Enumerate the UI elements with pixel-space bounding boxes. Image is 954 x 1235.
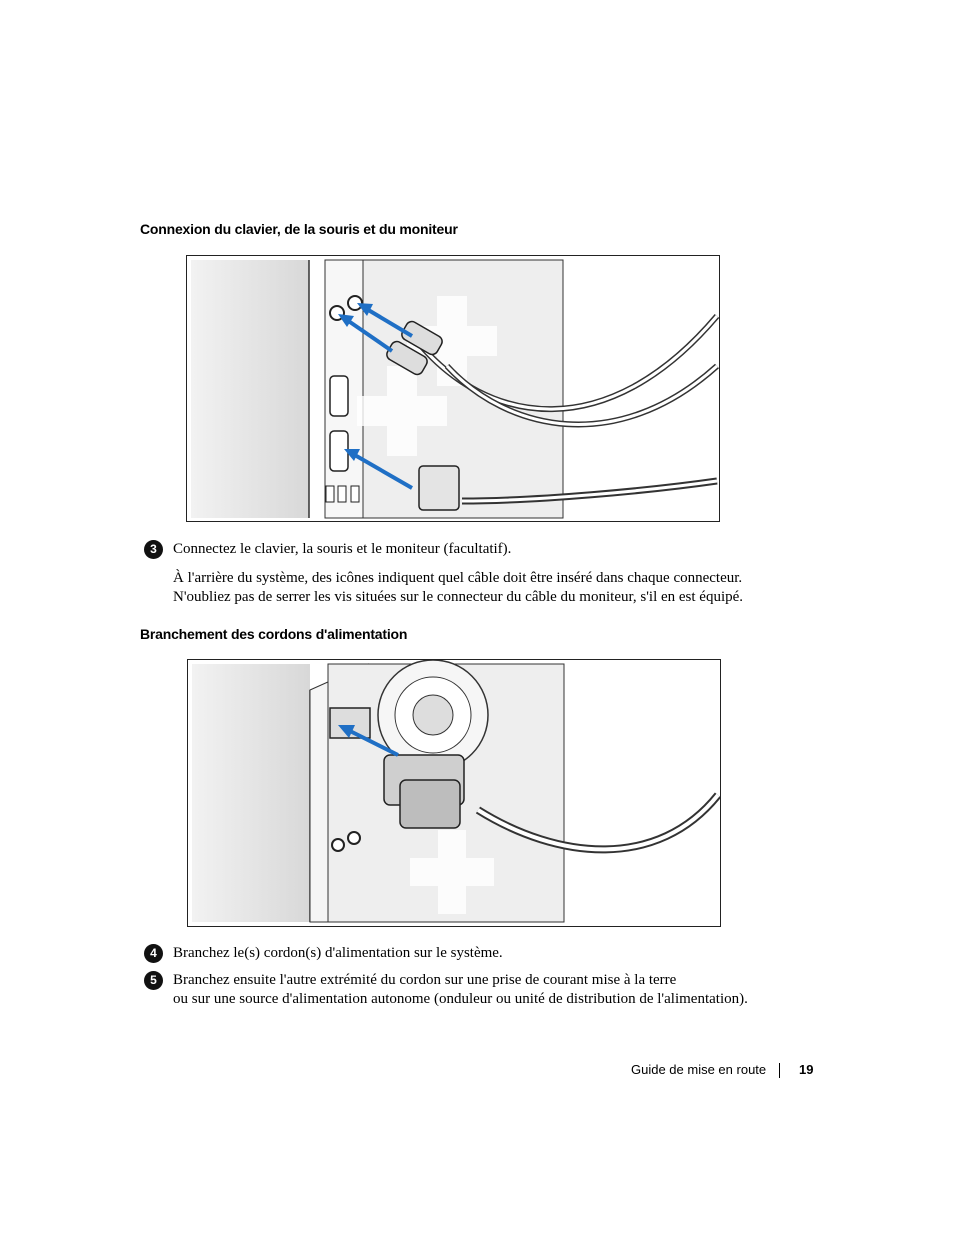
step-number-badge: 4 bbox=[144, 944, 163, 963]
step-number-badge: 3 bbox=[144, 540, 163, 559]
power-cord-illustration bbox=[187, 659, 721, 927]
keyboard-mouse-monitor-illustration bbox=[186, 255, 720, 522]
step-4-text: Branchez le(s) cordon(s) d'alimentation sur le système. bbox=[173, 945, 503, 961]
section-heading-keyboard-mouse-monitor: Connexion du clavier, de la souris et du moniteur bbox=[140, 221, 458, 237]
step-5-line-2: ou sur une source d'alimentation autonome (onduleur ou unité de distribution de l'alimentation). bbox=[173, 991, 748, 1007]
note-line-2: N'oubliez pas de serrer les vis situées sur le connecteur du câble du moniteur, s'il en est équipé. bbox=[173, 589, 744, 605]
note-line-1: À l'arrière du système, des icônes indiquent quel câble doit être inséré dans chaque connecteur. bbox=[173, 570, 743, 586]
footer-guide-title: Guide de mise en route bbox=[631, 1062, 767, 1077]
section-heading-power-cords: Branchement des cordons d'alimentation bbox=[140, 626, 408, 642]
footer-separator bbox=[779, 1063, 780, 1078]
page-number: 19 bbox=[799, 1062, 814, 1077]
step-3-text: Connectez le clavier, la souris et le moniteur (facultatif). bbox=[173, 541, 512, 557]
step-5-line-1: Branchez ensuite l'autre extrémité du cordon sur une prise de courant mise à la terre bbox=[173, 972, 677, 988]
step-number-badge: 5 bbox=[144, 971, 163, 990]
